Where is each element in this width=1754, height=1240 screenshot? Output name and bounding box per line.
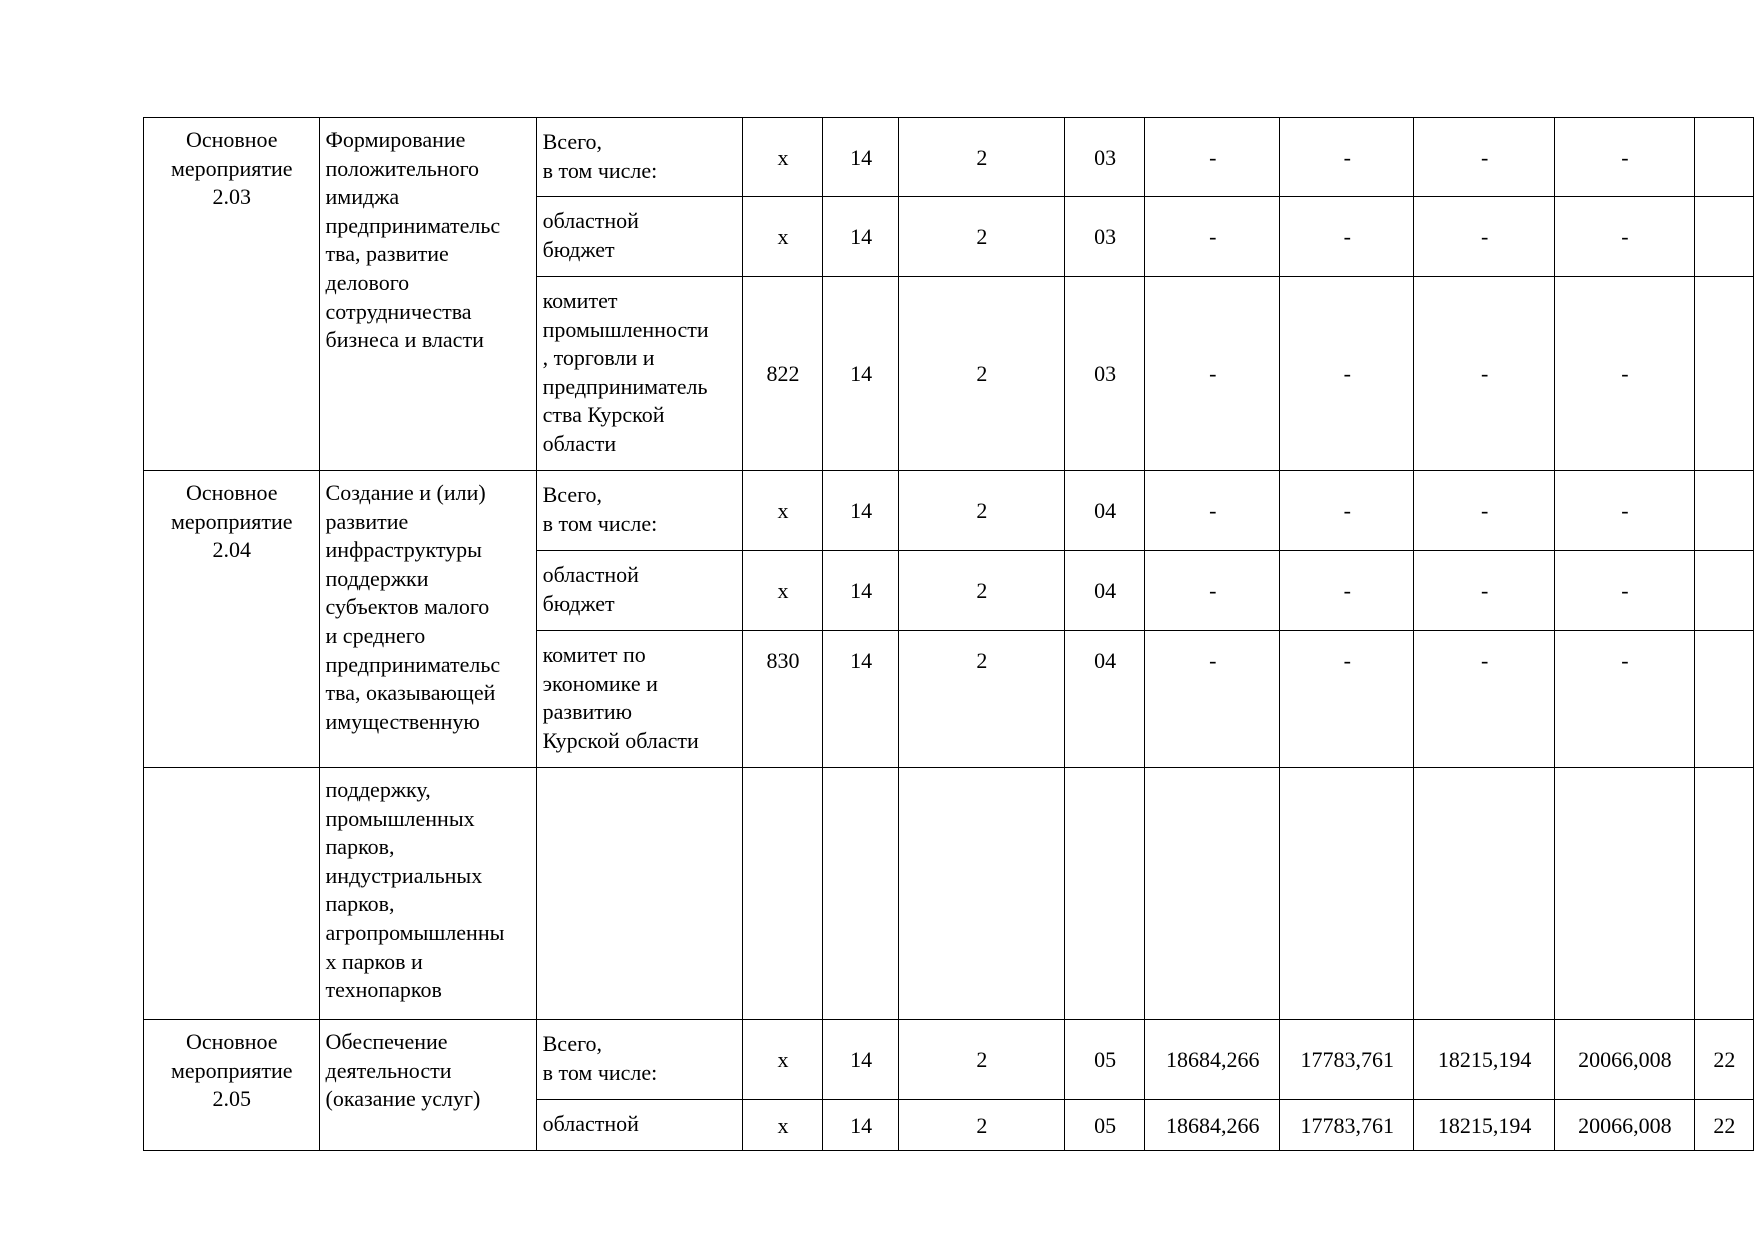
funding-source-line: , торговли и	[542, 345, 655, 371]
activity-number-line: 2.04	[212, 537, 252, 563]
activity-name-line: сотрудничества	[325, 298, 472, 324]
pr-code-cell	[898, 768, 1064, 1020]
year-4-value-cell: -	[1555, 551, 1695, 631]
pr-code-cell: 2	[898, 551, 1064, 631]
funding-source-cell	[536, 551, 742, 631]
year-1-value-cell: -	[1145, 118, 1280, 197]
pr-code-cell: 2	[898, 1100, 1064, 1151]
year-2-value-cell: -	[1280, 471, 1414, 551]
year-4-value-cell: -	[1555, 471, 1695, 551]
activity-name-cell	[319, 1020, 536, 1151]
year-5-value-cell	[1694, 551, 1753, 631]
activity-name-line: предпринимательс	[325, 651, 501, 677]
funding-source-line: Всего,	[542, 482, 603, 507]
activity-number-line: Основное	[185, 127, 278, 152]
activity-name-line: инфраструктуры	[325, 537, 482, 563]
funding-source-line: экономике и	[542, 670, 658, 696]
activity-name-line: бизнеса и власти	[325, 327, 484, 353]
rz-code-cell: 14	[823, 551, 899, 631]
year-3-value-cell: -	[1414, 277, 1555, 471]
year-3-value-cell: -	[1414, 118, 1555, 197]
table-row	[144, 118, 1754, 197]
funding-source-line: областной	[542, 1111, 639, 1136]
activity-number-line: Основное	[185, 480, 278, 505]
activity-name-line: имущественную	[325, 708, 480, 734]
activity-name-line: тва, развитие	[325, 241, 449, 267]
year-1-value-cell: -	[1145, 471, 1280, 551]
funding-source-line: Всего,	[542, 129, 603, 154]
funding-source-line: бюджет	[542, 590, 615, 616]
gr-code-cell: x	[742, 118, 823, 197]
year-5-value-cell	[1694, 768, 1753, 1020]
year-2-value-cell: 17783,761	[1280, 1020, 1414, 1100]
pr-code-cell: 2	[898, 118, 1064, 197]
year-5-value-cell	[1694, 277, 1753, 471]
activity-name-line: промышленных	[325, 805, 475, 831]
csr-code-cell: 03	[1064, 277, 1144, 471]
year-2-value-cell: -	[1280, 631, 1414, 768]
rz-code-cell	[823, 768, 899, 1020]
csr-code-cell: 03	[1064, 118, 1144, 197]
table-row	[144, 471, 1754, 551]
rz-code-cell: 14	[823, 631, 899, 768]
activity-name-line: парков,	[325, 891, 395, 917]
funding-source-cell	[536, 1020, 742, 1100]
year-5-value-cell: 22	[1694, 1020, 1753, 1100]
year-4-value-cell: 20066,008	[1555, 1100, 1695, 1151]
funding-source-cell	[536, 1100, 742, 1151]
budget-table	[143, 117, 1754, 1151]
funding-source-line: ства Курской	[542, 402, 665, 428]
activity-name-line: поддержку,	[325, 777, 431, 802]
activity-number-line: Основное	[185, 1029, 278, 1054]
year-4-value-cell: -	[1555, 197, 1695, 277]
activity-name-line: развитие	[325, 508, 409, 534]
activity-number-line: 2.05	[212, 1086, 252, 1112]
year-1-value-cell: 18684,266	[1145, 1020, 1280, 1100]
funding-source-line: областной	[542, 562, 639, 587]
year-3-value-cell: 18215,194	[1414, 1100, 1555, 1151]
activity-name-cell	[319, 471, 536, 768]
activity-name-line: деятельности	[325, 1057, 452, 1083]
year-2-value-cell: -	[1280, 551, 1414, 631]
gr-code-cell: x	[742, 1020, 823, 1100]
funding-source-line: в том числе:	[542, 510, 658, 536]
funding-source-cell	[536, 277, 742, 471]
funding-source-line: развитию	[542, 699, 633, 725]
year-1-value-cell: -	[1145, 551, 1280, 631]
gr-code-cell: x	[742, 551, 823, 631]
activity-name-line: Обеспечение	[325, 1029, 448, 1054]
year-3-value-cell	[1414, 768, 1555, 1020]
year-2-value-cell	[1280, 768, 1414, 1020]
year-1-value-cell: -	[1145, 277, 1280, 471]
table-body	[144, 118, 1754, 1151]
gr-code-cell: x	[742, 197, 823, 277]
funding-source-cell	[536, 471, 742, 551]
year-4-value-cell: -	[1555, 631, 1695, 768]
year-4-value-cell: -	[1555, 277, 1695, 471]
csr-code-cell: 05	[1064, 1020, 1144, 1100]
year-3-value-cell: 18215,194	[1414, 1020, 1555, 1100]
activity-name-line: поддержки	[325, 565, 429, 591]
year-5-value-cell	[1694, 471, 1753, 551]
year-3-value-cell: -	[1414, 631, 1555, 768]
csr-code-cell: 05	[1064, 1100, 1144, 1151]
funding-source-cell	[536, 118, 742, 197]
gr-code-cell: x	[742, 1100, 823, 1151]
activity-number-cell	[144, 471, 320, 768]
activity-name-line: парков,	[325, 834, 395, 860]
activity-name-line: Формирование	[325, 127, 466, 152]
pr-code-cell: 2	[898, 631, 1064, 768]
year-2-value-cell: -	[1280, 277, 1414, 471]
activity-number-cell	[144, 1020, 320, 1151]
activity-number-line: мероприятие	[171, 155, 293, 181]
rz-code-cell: 14	[823, 118, 899, 197]
activity-number-cell	[144, 768, 320, 1020]
activity-name-line: делового	[325, 269, 410, 295]
activity-name-line: положительного	[325, 155, 480, 181]
rz-code-cell: 14	[823, 1100, 899, 1151]
funding-source-line: области	[542, 430, 617, 456]
csr-code-cell: 03	[1064, 197, 1144, 277]
year-4-value-cell: -	[1555, 118, 1695, 197]
activity-name-line: Создание и (или)	[325, 480, 486, 505]
activity-name-line: агропромышленны	[325, 919, 505, 945]
rz-code-cell: 14	[823, 1020, 899, 1100]
pr-code-cell: 2	[898, 1020, 1064, 1100]
csr-code-cell: 04	[1064, 631, 1144, 768]
activity-number-cell	[144, 118, 320, 471]
funding-source-line: в том числе:	[542, 157, 658, 183]
gr-code-cell: 830	[742, 631, 823, 768]
year-5-value-cell	[1694, 118, 1753, 197]
year-3-value-cell: -	[1414, 471, 1555, 551]
year-2-value-cell: 17783,761	[1280, 1100, 1414, 1151]
activity-name-cell	[319, 118, 536, 471]
activity-name-line: индустриальных	[325, 862, 483, 888]
funding-source-line: бюджет	[542, 236, 615, 262]
activity-name-line: субъектов малого	[325, 594, 490, 620]
pr-code-cell: 2	[898, 471, 1064, 551]
activity-name-line: имиджа	[325, 184, 400, 210]
year-5-value-cell: 22	[1694, 1100, 1753, 1151]
funding-source-cell	[536, 768, 742, 1020]
year-1-value-cell: -	[1145, 197, 1280, 277]
gr-code-cell: 822	[742, 277, 823, 471]
funding-source-line: в том числе:	[542, 1059, 658, 1085]
year-3-value-cell: -	[1414, 197, 1555, 277]
funding-source-cell	[536, 631, 742, 768]
funding-source-line: предприниматель	[542, 373, 708, 399]
funding-source-line: промышленности	[542, 316, 709, 342]
funding-source-cell	[536, 197, 742, 277]
gr-code-cell: x	[742, 471, 823, 551]
activity-name-line: и среднего	[325, 622, 426, 648]
gr-code-cell	[742, 768, 823, 1020]
year-4-value-cell: 20066,008	[1555, 1020, 1695, 1100]
table-row	[144, 1020, 1754, 1100]
activity-number-line: мероприятие	[171, 508, 293, 534]
funding-source-line: комитет по	[542, 642, 646, 667]
csr-code-cell	[1064, 768, 1144, 1020]
funding-source-line: комитет	[542, 288, 618, 313]
csr-code-cell: 04	[1064, 551, 1144, 631]
activity-name-line: предпринимательс	[325, 212, 501, 238]
activity-name-cell	[319, 768, 536, 1020]
year-5-value-cell	[1694, 197, 1753, 277]
year-1-value-cell: 18684,266	[1145, 1100, 1280, 1151]
year-1-value-cell: -	[1145, 631, 1280, 768]
year-2-value-cell: -	[1280, 118, 1414, 197]
activity-name-line: тва, оказывающей	[325, 680, 496, 706]
funding-source-line: Всего,	[542, 1031, 603, 1056]
year-2-value-cell: -	[1280, 197, 1414, 277]
rz-code-cell: 14	[823, 197, 899, 277]
activity-name-line: (оказание услуг)	[325, 1086, 481, 1112]
pr-code-cell: 2	[898, 277, 1064, 471]
activity-name-line: х парков и	[325, 948, 423, 974]
table-row	[144, 768, 1754, 1020]
activity-number-line: 2.03	[212, 184, 252, 210]
csr-code-cell: 04	[1064, 471, 1144, 551]
rz-code-cell: 14	[823, 471, 899, 551]
activity-name-line: технопарков	[325, 977, 442, 1003]
activity-number-line: мероприятие	[171, 1057, 293, 1083]
funding-source-line: Курской области	[542, 727, 699, 753]
year-3-value-cell: -	[1414, 551, 1555, 631]
rz-code-cell: 14	[823, 277, 899, 471]
year-1-value-cell	[1145, 768, 1280, 1020]
year-4-value-cell	[1555, 768, 1695, 1020]
pr-code-cell: 2	[898, 197, 1064, 277]
funding-source-line: областной	[542, 208, 639, 233]
year-5-value-cell	[1694, 631, 1753, 768]
